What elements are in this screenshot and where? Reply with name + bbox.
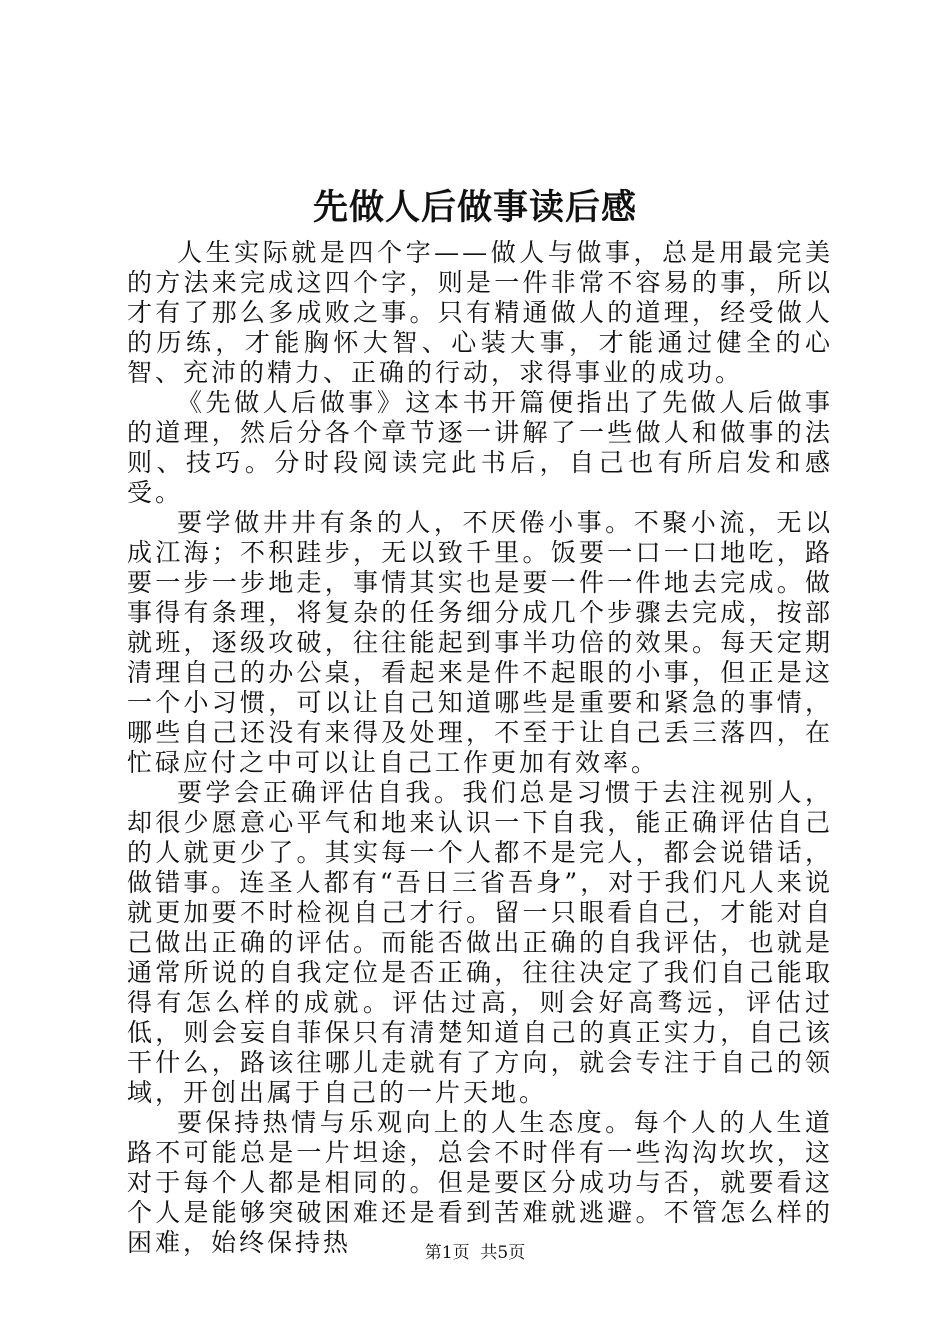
paragraph-5: 要保持热情与乐观向上的人生态度。每个人的人生道路不可能总是一片坦途，总会不时伴有一些沟沟坎坎，这对于每个人都是相同的。但是要区分成功与否，就要看这个人是能够突破困难还是看到苦难就逃避。不管怎么样的困难，始终保持热 [127, 1108, 833, 1257]
paragraph-3: 要学做井井有条的人，不厌倦小事。不聚小流，无以成江海；不积跬步，无以致千里。饭要一口一口地吃，路要一步一步地走，事情其实也是要一件一件地去完成。做事得有条理，将复杂的任务细分成几个步骤去完成，按部就班，逐级攻破，往往能起到事半功倍的效果。每天定期清理自己的办公桌，看起来是件不起眼的小事，但正是这一个小习惯，可以让自己知道哪些是重要和紧急的事情，哪些自己还没有来得及处理，不至于让自己丢三落四，在忙碌应付之中可以让自己工作更加有效率。 [127, 508, 833, 777]
page-number: 第1页 [424, 1243, 470, 1263]
footer-separator [470, 1243, 481, 1263]
page-total: 共5页 [480, 1243, 526, 1263]
document-body [127, 238, 833, 1258]
document-title: 先做人后做事读后感 [312, 187, 637, 228]
paragraph-4: 要学会正确评估自我。我们总是习惯于去注视别人，却很少愿意心平气和地来认识一下自我，能正确评估自己的人就更少了。其实每一个人都不是完人，都会说错话，做错事。连圣人都有“吾日三省吾身”，对于我们凡人来说就更加要不时检视自己才行。留一只眼看自己，才能对自己做出正确的评估。而能否做出正确的自我评估，也就是通常所说的自我定位是否正确，往往决定了我们自己能取得有怎么样的成就。评估过高，则会好高骛远，评估过低，则会妄自菲保只有清楚知道自己的真正实力，自己该干什么，路该往哪儿走就有了方向，就会专注于自己的领域，开创出属于自己的一片天地。 [127, 778, 833, 1107]
paragraph-2: 《先做人后做事》这本书开篇便指出了先做人后做事的道理，然后分各个章节逐一讲解了一些做人和做事的法则、技巧。分时段阅读完此书后，自己也有所启发和感受。 [127, 388, 833, 507]
paragraph-1: 人生实际就是四个字——做人与做事，总是用最完美的方法来完成这四个字，则是一件非常不容易的事，所以才有了那么多成败之事。只有精通做人的道理，经受做人的历练，才能胸怀大智、心装大事，才能通过健全的心智、充沛的精力、正确的行动，求得事业的成功。 [127, 238, 833, 387]
page-footer [0, 1241, 950, 1265]
